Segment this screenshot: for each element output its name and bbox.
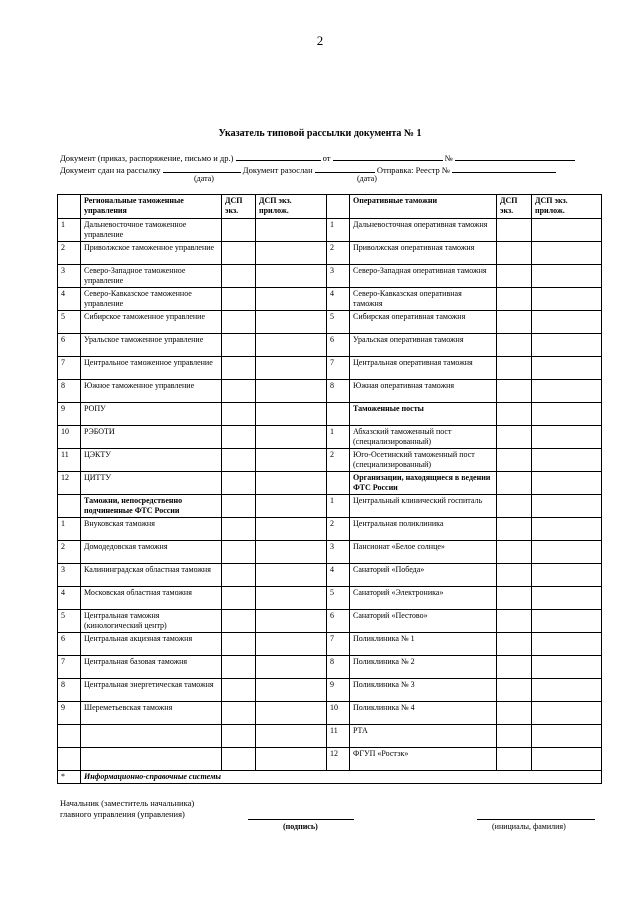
registry-field[interactable] bbox=[452, 164, 556, 173]
left-dsp-copies[interactable] bbox=[222, 633, 256, 656]
left-dsp-attachment-copies[interactable] bbox=[256, 495, 327, 518]
left-dsp-attachment-copies[interactable] bbox=[256, 656, 327, 679]
right-dsp-attachment-copies[interactable] bbox=[532, 610, 602, 633]
table-row bbox=[58, 748, 602, 771]
left-dsp-attachment-copies[interactable] bbox=[256, 541, 327, 564]
table-row-info-systems bbox=[58, 771, 602, 784]
right-recipient: Таможенные посты bbox=[350, 403, 497, 426]
distribution-table bbox=[57, 194, 602, 784]
right-row-number: 10 bbox=[327, 702, 350, 725]
left-dsp-copies[interactable] bbox=[222, 288, 256, 311]
right-row-number: 6 bbox=[327, 334, 350, 357]
right-dsp-copies[interactable] bbox=[497, 633, 532, 656]
left-dsp-attachment-copies[interactable] bbox=[256, 426, 327, 449]
right-dsp-attachment-copies[interactable] bbox=[532, 472, 602, 495]
right-dsp-copies[interactable] bbox=[497, 518, 532, 541]
left-dsp-copies[interactable] bbox=[222, 702, 256, 725]
info-systems-mark: * bbox=[58, 771, 81, 784]
left-dsp-attachment-copies[interactable] bbox=[256, 288, 327, 311]
left-recipient: Центральная таможня (кинологический центр) bbox=[81, 610, 222, 633]
table-row bbox=[58, 311, 602, 334]
right-recipient: Организации, находящиеся в ведении ФТС России bbox=[350, 472, 497, 495]
doc-type-field[interactable] bbox=[236, 152, 321, 161]
signature-title-1: Начальник (заместитель начальника) bbox=[60, 798, 195, 808]
right-dsp-copies[interactable] bbox=[497, 564, 532, 587]
table-row bbox=[58, 702, 602, 725]
left-row-number: 5 bbox=[58, 610, 81, 633]
right-dsp-copies[interactable] bbox=[497, 288, 532, 311]
right-dsp-copies[interactable] bbox=[497, 748, 532, 771]
signature-title-2: главного управления (управления) bbox=[60, 809, 185, 819]
left-recipient: Калининградская областная таможня bbox=[81, 564, 222, 587]
registry-label: Реестр № bbox=[415, 165, 451, 175]
date-caption-1: (дата) bbox=[194, 174, 214, 183]
header-regional: Региональные таможенные управления bbox=[81, 195, 222, 219]
left-dsp-attachment-copies[interactable] bbox=[256, 679, 327, 702]
right-recipient: РТА bbox=[350, 725, 497, 748]
header-dsp-attachment: ДСП экз. прилож. bbox=[532, 195, 602, 219]
right-dsp-copies[interactable] bbox=[497, 311, 532, 334]
date-caption-2: (дата) bbox=[357, 174, 377, 183]
right-recipient: Центральная поликлиника bbox=[350, 518, 497, 541]
table-row bbox=[58, 610, 602, 633]
header-dsp: ДСП экз. bbox=[497, 195, 532, 219]
left-dsp-attachment-copies[interactable] bbox=[256, 265, 327, 288]
left-dsp-copies[interactable] bbox=[222, 518, 256, 541]
right-dsp-attachment-copies[interactable] bbox=[532, 426, 602, 449]
left-row-number: 1 bbox=[58, 518, 81, 541]
left-row-number: 4 bbox=[58, 587, 81, 610]
right-row-number: 3 bbox=[327, 541, 350, 564]
left-dsp-copies[interactable] bbox=[222, 495, 256, 518]
left-dsp-attachment-copies[interactable] bbox=[256, 564, 327, 587]
right-row-number: 2 bbox=[327, 449, 350, 472]
date-field[interactable] bbox=[333, 152, 443, 161]
left-dsp-attachment-copies[interactable] bbox=[256, 242, 327, 265]
right-dsp-attachment-copies[interactable] bbox=[532, 656, 602, 679]
table-row bbox=[58, 679, 602, 702]
left-dsp-attachment-copies[interactable] bbox=[256, 702, 327, 725]
left-recipient: Центральная акцизная таможня bbox=[81, 633, 222, 656]
left-recipient: РЭБОТИ bbox=[81, 426, 222, 449]
left-dsp-copies[interactable] bbox=[222, 656, 256, 679]
table-row bbox=[58, 334, 602, 357]
right-recipient: Центральный клинический госпиталь bbox=[350, 495, 497, 518]
table-row bbox=[58, 725, 602, 748]
left-dsp-copies[interactable] bbox=[222, 357, 256, 380]
right-row-number: 5 bbox=[327, 587, 350, 610]
left-row-number: 11 bbox=[58, 449, 81, 472]
right-recipient: Центральная оперативная таможня bbox=[350, 357, 497, 380]
table-row bbox=[58, 564, 602, 587]
left-row-number: 6 bbox=[58, 334, 81, 357]
left-row-number: 10 bbox=[58, 426, 81, 449]
right-recipient: Приволжская оперативная таможня bbox=[350, 242, 497, 265]
left-dsp-copies[interactable] bbox=[222, 679, 256, 702]
right-dsp-copies[interactable] bbox=[497, 426, 532, 449]
left-row-number: 7 bbox=[58, 357, 81, 380]
sent-label: Документ сдан на рассылку bbox=[60, 165, 161, 175]
right-dsp-attachment-copies[interactable] bbox=[532, 449, 602, 472]
left-recipient: ЦИТТУ bbox=[81, 472, 222, 495]
number-label: № bbox=[444, 153, 453, 163]
table-row bbox=[58, 449, 602, 472]
table-row bbox=[58, 518, 602, 541]
right-row-number: 7 bbox=[327, 633, 350, 656]
right-recipient: Санаторий «Победа» bbox=[350, 564, 497, 587]
left-dsp-attachment-copies[interactable] bbox=[256, 311, 327, 334]
right-row-number: 1 bbox=[327, 426, 350, 449]
left-recipient: Дальневосточное таможенное управление bbox=[81, 219, 222, 242]
left-dsp-copies[interactable] bbox=[222, 564, 256, 587]
left-dsp-attachment-copies[interactable] bbox=[256, 380, 327, 403]
left-dsp-copies[interactable] bbox=[222, 219, 256, 242]
left-row-number: 3 bbox=[58, 265, 81, 288]
left-dsp-copies[interactable] bbox=[222, 265, 256, 288]
left-dsp-attachment-copies[interactable] bbox=[256, 472, 327, 495]
right-recipient: Юго-Осетинский таможенный пост (специализированный) bbox=[350, 449, 497, 472]
left-row-number: 4 bbox=[58, 288, 81, 311]
doc-label: Документ (приказ, распоряжение, письмо и др.) bbox=[60, 153, 234, 163]
left-row-number: 2 bbox=[58, 242, 81, 265]
right-dsp-copies[interactable] bbox=[497, 725, 532, 748]
table-row bbox=[58, 219, 602, 242]
dispatch-label: Отправка: bbox=[376, 165, 414, 175]
left-dsp-attachment-copies[interactable] bbox=[256, 633, 327, 656]
right-row-number: 8 bbox=[327, 380, 350, 403]
left-row-number bbox=[58, 725, 81, 748]
table-row bbox=[58, 495, 602, 518]
right-row-number: 1 bbox=[327, 219, 350, 242]
right-recipient: Северо-Западная оперативная таможня bbox=[350, 265, 497, 288]
table-row bbox=[58, 380, 602, 403]
left-dsp-copies[interactable] bbox=[222, 426, 256, 449]
from-label: от bbox=[322, 153, 331, 163]
left-row-number: 7 bbox=[58, 656, 81, 679]
right-dsp-copies[interactable] bbox=[497, 334, 532, 357]
right-dsp-attachment-copies[interactable] bbox=[532, 242, 602, 265]
right-dsp-copies[interactable] bbox=[497, 357, 532, 380]
left-dsp-copies[interactable] bbox=[222, 725, 256, 748]
left-recipient: Шереметьевская таможня bbox=[81, 702, 222, 725]
table-header-row bbox=[58, 195, 602, 219]
table-row bbox=[58, 357, 602, 380]
right-dsp-attachment-copies[interactable] bbox=[532, 725, 602, 748]
right-dsp-copies[interactable] bbox=[497, 219, 532, 242]
left-recipient: Московская областная таможня bbox=[81, 587, 222, 610]
right-dsp-copies[interactable] bbox=[497, 265, 532, 288]
right-dsp-copies[interactable] bbox=[497, 472, 532, 495]
left-dsp-copies[interactable] bbox=[222, 541, 256, 564]
table-row bbox=[58, 242, 602, 265]
sent-out-date-field[interactable] bbox=[315, 164, 375, 173]
signature-line[interactable] bbox=[248, 819, 354, 820]
right-row-number: 7 bbox=[327, 357, 350, 380]
right-dsp-copies[interactable] bbox=[497, 587, 532, 610]
left-dsp-copies[interactable] bbox=[222, 449, 256, 472]
right-dsp-copies[interactable] bbox=[497, 702, 532, 725]
right-recipient: Поликлиника № 2 bbox=[350, 656, 497, 679]
left-recipient: Северо-Кавказское таможенное управление bbox=[81, 288, 222, 311]
right-dsp-copies[interactable] bbox=[497, 380, 532, 403]
left-row-number: 6 bbox=[58, 633, 81, 656]
signature-caption: (подпись) bbox=[283, 822, 318, 831]
left-dsp-attachment-copies[interactable] bbox=[256, 610, 327, 633]
table-row bbox=[58, 472, 602, 495]
right-dsp-copies[interactable] bbox=[497, 242, 532, 265]
left-recipient: Сибирское таможенное управление bbox=[81, 311, 222, 334]
left-dsp-attachment-copies[interactable] bbox=[256, 725, 327, 748]
right-row-number: 3 bbox=[327, 265, 350, 288]
left-row-number: 9 bbox=[58, 403, 81, 426]
table-row bbox=[58, 288, 602, 311]
left-recipient: ЦЭКТУ bbox=[81, 449, 222, 472]
table-row bbox=[58, 403, 602, 426]
right-row-number: 5 bbox=[327, 311, 350, 334]
right-row-number bbox=[327, 472, 350, 495]
right-row-number: 8 bbox=[327, 656, 350, 679]
document-title: Указатель типовой рассылки документа № 1 bbox=[218, 128, 422, 139]
left-dsp-copies[interactable] bbox=[222, 587, 256, 610]
left-dsp-copies[interactable] bbox=[222, 748, 256, 771]
right-recipient: Абхазский таможенный пост (специализированный) bbox=[350, 426, 497, 449]
right-dsp-attachment-copies[interactable] bbox=[532, 403, 602, 426]
left-dsp-copies[interactable] bbox=[222, 403, 256, 426]
left-row-number: 2 bbox=[58, 541, 81, 564]
sent-out-label: Документ разослан bbox=[242, 165, 313, 175]
right-dsp-attachment-copies[interactable] bbox=[532, 679, 602, 702]
left-row-number: 12 bbox=[58, 472, 81, 495]
right-dsp-attachment-copies[interactable] bbox=[532, 380, 602, 403]
right-recipient: ФГУП «Ростэк» bbox=[350, 748, 497, 771]
right-recipient: Поликлиника № 3 bbox=[350, 679, 497, 702]
right-recipient: Северо-Кавказская оперативная таможня bbox=[350, 288, 497, 311]
left-dsp-attachment-copies[interactable] bbox=[256, 748, 327, 771]
left-dsp-attachment-copies[interactable] bbox=[256, 357, 327, 380]
right-row-number: 2 bbox=[327, 518, 350, 541]
name-caption: (инициалы, фамилия) bbox=[492, 822, 566, 831]
right-recipient: Санаторий «Пестово» bbox=[350, 610, 497, 633]
form-line-dispatch bbox=[60, 164, 556, 175]
right-dsp-attachment-copies[interactable] bbox=[532, 357, 602, 380]
header-dsp-attachment: ДСП экз. прилож. bbox=[256, 195, 327, 219]
right-row-number: 11 bbox=[327, 725, 350, 748]
left-recipient: Южное таможенное управление bbox=[81, 380, 222, 403]
left-row-number: 9 bbox=[58, 702, 81, 725]
left-recipient: Внуковская таможня bbox=[81, 518, 222, 541]
left-recipient: Центральная энергетическая таможня bbox=[81, 679, 222, 702]
right-dsp-copies[interactable] bbox=[497, 495, 532, 518]
right-row-number: 2 bbox=[327, 242, 350, 265]
right-dsp-attachment-copies[interactable] bbox=[532, 633, 602, 656]
left-recipient: Центральное таможенное управление bbox=[81, 357, 222, 380]
table-row bbox=[58, 633, 602, 656]
right-row-number: 9 bbox=[327, 679, 350, 702]
table-row bbox=[58, 426, 602, 449]
right-dsp-copies[interactable] bbox=[497, 541, 532, 564]
right-dsp-attachment-copies[interactable] bbox=[532, 219, 602, 242]
right-dsp-attachment-copies[interactable] bbox=[532, 288, 602, 311]
header-dsp: ДСП экз. bbox=[222, 195, 256, 219]
right-dsp-copies[interactable] bbox=[497, 403, 532, 426]
left-dsp-copies[interactable] bbox=[222, 610, 256, 633]
right-recipient: Южная оперативная таможня bbox=[350, 380, 497, 403]
right-recipient: Поликлиника № 4 bbox=[350, 702, 497, 725]
right-row-number bbox=[327, 403, 350, 426]
left-dsp-attachment-copies[interactable] bbox=[256, 518, 327, 541]
left-recipient: Центральная базовая таможня bbox=[81, 656, 222, 679]
left-dsp-copies[interactable] bbox=[222, 472, 256, 495]
left-recipient: Уральское таможенное управление bbox=[81, 334, 222, 357]
left-row-number: 1 bbox=[58, 219, 81, 242]
right-dsp-copies[interactable] bbox=[497, 610, 532, 633]
left-row-number: 8 bbox=[58, 679, 81, 702]
left-dsp-attachment-copies[interactable] bbox=[256, 219, 327, 242]
right-dsp-attachment-copies[interactable] bbox=[532, 541, 602, 564]
right-recipient: Сибирская оперативная таможня bbox=[350, 311, 497, 334]
table-row bbox=[58, 265, 602, 288]
left-recipient: Северо-Западное таможенное управление bbox=[81, 265, 222, 288]
table-row bbox=[58, 541, 602, 564]
left-row-number bbox=[58, 495, 81, 518]
right-dsp-attachment-copies[interactable] bbox=[532, 495, 602, 518]
form-line-document bbox=[60, 152, 575, 163]
right-row-number: 4 bbox=[327, 288, 350, 311]
header-operative: Оперативные таможни bbox=[350, 195, 497, 219]
left-recipient: Домодедовская таможня bbox=[81, 541, 222, 564]
left-recipient: РОПУ bbox=[81, 403, 222, 426]
left-recipient: Таможни, непосредственно подчиненные ФТС России bbox=[81, 495, 222, 518]
left-row-number: 5 bbox=[58, 311, 81, 334]
right-recipient: Пансионат «Белое солнце» bbox=[350, 541, 497, 564]
left-dsp-copies[interactable] bbox=[222, 334, 256, 357]
left-dsp-attachment-copies[interactable] bbox=[256, 449, 327, 472]
left-recipient: Приволжское таможенное управление bbox=[81, 242, 222, 265]
right-dsp-attachment-copies[interactable] bbox=[532, 748, 602, 771]
right-dsp-attachment-copies[interactable] bbox=[532, 564, 602, 587]
number-field[interactable] bbox=[455, 152, 575, 161]
right-dsp-attachment-copies[interactable] bbox=[532, 311, 602, 334]
sent-date-field[interactable] bbox=[163, 164, 241, 173]
left-dsp-copies[interactable] bbox=[222, 380, 256, 403]
name-line[interactable] bbox=[477, 819, 595, 820]
left-dsp-attachment-copies[interactable] bbox=[256, 587, 327, 610]
left-recipient bbox=[81, 748, 222, 771]
right-dsp-attachment-copies[interactable] bbox=[532, 702, 602, 725]
table-row bbox=[58, 656, 602, 679]
left-dsp-copies[interactable] bbox=[222, 242, 256, 265]
left-dsp-copies[interactable] bbox=[222, 311, 256, 334]
left-row-number: 3 bbox=[58, 564, 81, 587]
right-recipient: Дальневосточная оперативная таможня bbox=[350, 219, 497, 242]
left-row-number: 8 bbox=[58, 380, 81, 403]
right-recipient: Санаторий «Электроника» bbox=[350, 587, 497, 610]
table-row bbox=[58, 587, 602, 610]
right-dsp-attachment-copies[interactable] bbox=[532, 587, 602, 610]
right-row-number: 12 bbox=[327, 748, 350, 771]
left-row-number bbox=[58, 748, 81, 771]
page-number: 2 bbox=[316, 33, 324, 48]
left-dsp-attachment-copies[interactable] bbox=[256, 334, 327, 357]
right-dsp-copies[interactable] bbox=[497, 449, 532, 472]
right-row-number: 4 bbox=[327, 564, 350, 587]
right-recipient: Поликлиника № 1 bbox=[350, 633, 497, 656]
right-row-number: 1 bbox=[327, 495, 350, 518]
info-systems-label: Информационно-справочные системы bbox=[81, 771, 602, 784]
right-dsp-attachment-copies[interactable] bbox=[532, 518, 602, 541]
right-dsp-attachment-copies[interactable] bbox=[532, 265, 602, 288]
right-dsp-copies[interactable] bbox=[497, 656, 532, 679]
right-dsp-copies[interactable] bbox=[497, 679, 532, 702]
left-recipient bbox=[81, 725, 222, 748]
left-dsp-attachment-copies[interactable] bbox=[256, 403, 327, 426]
right-dsp-attachment-copies[interactable] bbox=[532, 334, 602, 357]
right-recipient: Уральская оперативная таможня bbox=[350, 334, 497, 357]
right-row-number: 6 bbox=[327, 610, 350, 633]
